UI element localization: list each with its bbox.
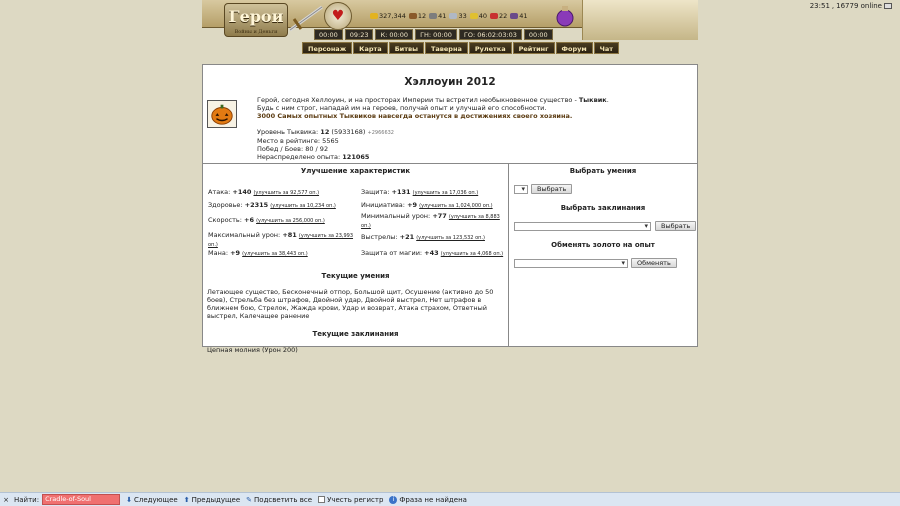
resource-gems: 41 [510,12,527,20]
castle-banner [582,0,698,40]
health-icon[interactable]: ♥ [324,2,352,30]
current-spells-title: Текущие заклинания [312,330,399,338]
find-bar [0,492,900,506]
unspent-exp: Нераспределено опыта: 121065 [257,153,370,161]
menu-battles[interactable]: Битвы [389,42,424,54]
wood-icon [409,13,417,19]
spells-select[interactable] [514,222,651,231]
event-panel [202,64,698,354]
upgrade-min-damage: Минимальный урон: +77 (улучшить за 8,883 оп.) [361,212,500,229]
find-status: i Фраза не найдена [389,496,467,504]
find-label: Найти: [14,495,40,504]
resource-gold: 327,344 [370,12,406,20]
upgrade-shots-link[interactable]: (улучшить за 123,532 оп.) [416,235,485,241]
choose-skills-button[interactable]: Выбрать [531,184,572,194]
actions-section [509,164,697,346]
crystals-icon [490,13,498,19]
upgrade-mana: Мана: +9 (улучшить за 38,443 оп.) [208,249,308,257]
match-case-checkbox[interactable]: Учесть регистр [318,496,383,504]
creature-wins: Побед / Боев: 80 / 92 [257,145,329,153]
choose-spells-title: Выбрать заклинания [560,204,646,212]
menu-chat[interactable]: Чат [594,42,619,54]
resource-sulfur: 40 [470,12,487,20]
game-header [202,0,698,56]
exchange-title: Обменять золото на опыт [551,241,655,249]
upgrade-defense: Защита: +131 (улучшить за 17,036 оп.) [361,188,479,196]
upgrade-shots: Выстрелы: +21 (улучшить за 123,532 оп.) [361,233,485,241]
event-highlight: 3000 Самых опытных Тыквиков навсегда останутся в достижениях своего хозяина. [257,112,573,120]
upgrade-min-damage-link[interactable]: (улучшить за 8,883 оп.) [361,214,500,229]
upgrade-health: Здоровье: +2315 (улучшить за 10,234 оп.) [208,201,336,209]
ore-icon [429,13,437,19]
main-menu [302,42,619,54]
resource-mercury: 33 [449,12,466,20]
creature-name: Тыквик [578,96,607,104]
creature-stats [257,128,394,161]
checkbox-icon [318,496,325,503]
timer-k: К: 00:00 [375,29,413,40]
timer-go: ГО: 06:02:03:03 [459,29,522,40]
menu-rating[interactable]: Рейтинг [513,42,555,54]
find-input[interactable]: Cradle-of-Soul [42,494,120,505]
creature-rank: Место в рейтинге: 5565 [257,137,339,145]
upgrade-magic-defense: Защита от магии: +43 (улучшить за 4,068 оп.) [361,249,504,257]
timer-1: 00:00 [314,29,343,40]
resource-wood: 12 [409,12,426,20]
upgrade-mana-link[interactable]: (улучшить за 38,443 оп.) [242,251,308,257]
menu-character[interactable]: Персонаж [302,42,352,54]
upgrade-initiative-link[interactable]: (улучшить за 1,024,000 оп.) [419,203,493,209]
upgrades-grid [207,175,504,270]
upgrade-attack: Атака: +140 (улучшить за 92,577 оп.) [208,188,320,196]
menu-tavern[interactable]: Таверна [425,42,468,54]
upgrade-attack-link[interactable]: (улучшить за 92,577 оп.) [253,190,320,196]
logo-subtitle: Войны и Деньги [234,29,278,35]
mercury-icon [449,13,457,19]
close-icon[interactable]: × [3,495,9,504]
current-skills-list: Летающее существо, Бесконечный отпор, Большой щит, Осушение (активно до 50 боев), Стрельба без штрафов, Двойной удар, Двойной выстрел, Нет штрафов в ближнем бою, Стрелок, Жажда крови, Удар и возврат, Атака страхом, Ответный выстрел, Калечащее ранение [207,288,494,320]
resource-crystals: 22 [490,12,507,20]
highlight-icon: ✎ [246,495,253,504]
upgrade-initiative: Инициатива: +9 (улучшить за 1,024,000 оп.) [361,201,493,209]
upgrade-speed: Скорость: +6 (улучшить за 256,000 оп.) [208,216,325,224]
timer-bar [314,29,553,40]
menu-roulette[interactable]: Рулетка [469,42,512,54]
potion-icon[interactable] [554,4,576,28]
logo-title: Герои [228,7,284,26]
game-logo[interactable] [224,3,288,37]
upgrade-defense-link[interactable]: (улучшить за 17,036 оп.) [412,190,479,196]
current-spells-list: Цепная молния (Урон 200) [207,346,298,354]
menu-forum[interactable]: Форум [556,42,593,54]
upgrades-title: Улучшение характеристик [300,167,411,175]
exchange-button[interactable]: Обменять [631,258,677,268]
sulfur-icon [470,13,478,19]
find-prev-button[interactable]: ⬆ Предыдущее [183,495,241,504]
timer-6: 00:00 [524,29,553,40]
upgrade-max-damage: Максимальный урон: +81 (улучшить за 23,993 оп.) [208,231,354,248]
gems-icon [510,13,518,19]
choose-skills-title: Выбрать умения [569,167,637,175]
choose-spells-button[interactable]: Выбрать [655,221,696,231]
upgrade-magic-defense-link[interactable]: (улучшить за 4,068 оп.) [440,251,504,257]
highlight-all-button[interactable]: ✎ Подсветить все [246,495,313,504]
timer-gn: ГН: 00:00 [415,29,457,40]
creature-level: Уровень Тыквика: 12 (5933168) +2966632 [257,128,394,136]
timer-health: 09:23 [345,29,374,40]
upgrade-max-damage-link[interactable]: (улучшить за 23,993 оп.) [208,233,354,248]
online-status: 23:51 , 16779 online [810,2,892,10]
info-icon: i [389,496,397,504]
gold-icon [370,13,378,19]
exchange-select[interactable] [514,259,628,268]
mail-icon[interactable] [884,3,892,9]
page-title: Хэллоуин 2012 [404,76,496,88]
sword-icon [286,4,326,32]
server-time: 23:51 [809,2,830,10]
arrow-up-icon: ⬆ [183,495,190,504]
pumpkin-icon [207,100,237,128]
resource-ore: 41 [429,12,446,20]
find-next-button[interactable]: ⬇ Следующее [126,495,178,504]
event-description: Герой, сегодня Хеллоуин, и на просторах Империи ты встретил необыкновенное существо - Тыквик. Будь с ним строг, нападай им на героев, получай опыт и улучшай его способности. 3000 Самых опытных Тыквиков навсегда останутся в достижениях своего хозяина. [257,96,687,120]
upgrades-section [203,164,508,354]
online-count: 16779 online [836,2,882,10]
current-skills-title: Текущие умения [321,272,390,280]
upgrade-speed-link[interactable]: (улучшить за 256,000 оп.) [256,218,325,224]
skills-select[interactable] [514,185,528,194]
upgrade-health-link[interactable]: (улучшить за 10,234 оп.) [270,203,336,209]
arrow-down-icon: ⬇ [126,495,132,504]
menu-map[interactable]: Карта [353,42,388,54]
resource-bar [370,10,528,22]
